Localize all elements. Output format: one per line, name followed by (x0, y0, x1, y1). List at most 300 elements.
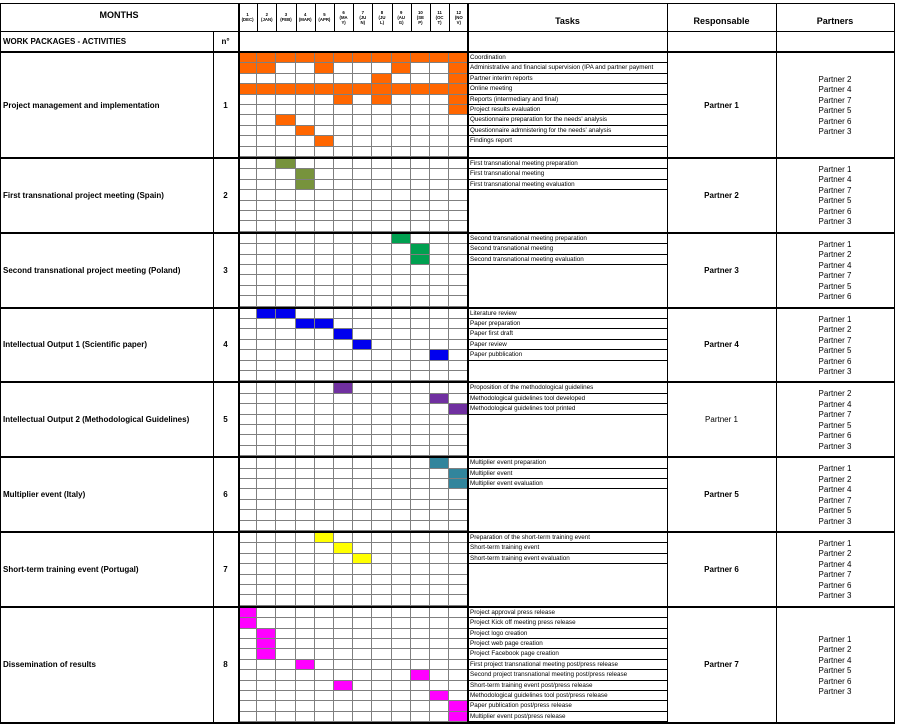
task-label: Project Facebook page creation (468, 649, 667, 659)
month-cell (353, 585, 372, 595)
wp-number: 5 (223, 415, 228, 425)
month-cell (238, 521, 257, 531)
month-cell (392, 221, 411, 231)
month-cell (257, 691, 276, 701)
activity-bar-cell (353, 53, 372, 63)
month-cell (449, 691, 468, 701)
month-cell (334, 126, 353, 136)
month-cell (296, 201, 315, 211)
month-cell (257, 190, 276, 200)
month-label: 4 (MAR) (298, 12, 312, 22)
month-cell (296, 211, 315, 221)
month-cell (353, 286, 372, 296)
month-cell (315, 74, 334, 84)
activity-bar-cell (257, 629, 276, 639)
task-label (468, 489, 667, 499)
month-cell (392, 126, 411, 136)
month-cell (334, 489, 353, 499)
month-cell (276, 489, 295, 499)
activity-bar-cell (449, 479, 468, 489)
partner-name: Partner 4 (818, 175, 852, 185)
month-cell (257, 446, 276, 456)
name-divider (213, 31, 214, 724)
month-label: 2 (JAN) (261, 12, 273, 22)
month-cell (276, 275, 295, 285)
month-cell (238, 190, 257, 200)
activity-bar-cell (334, 383, 353, 393)
month-label: 8 (JU L) (378, 9, 386, 25)
task-label: Paper review (468, 340, 667, 350)
partner-name: Partner 6 (818, 580, 852, 590)
month-cell (315, 564, 334, 574)
month-cell (334, 286, 353, 296)
month-cell (353, 296, 372, 306)
task-label: Second transnational meeting evaluation (468, 255, 667, 265)
month-cell (392, 510, 411, 520)
month-cell (411, 394, 430, 404)
month-cell (334, 404, 353, 414)
month-cell (372, 169, 391, 179)
month-cell (315, 435, 334, 445)
month-cell (334, 649, 353, 659)
month-cell (276, 435, 295, 445)
month-cell (315, 575, 334, 585)
month-cell (392, 458, 411, 468)
month-cell (238, 660, 257, 670)
activity-bar-cell (315, 84, 334, 94)
task-label (468, 221, 667, 231)
month-cell (334, 595, 353, 605)
month-cell (449, 543, 468, 553)
month-cell (334, 169, 353, 179)
month-cell (276, 169, 295, 179)
month-cell (296, 629, 315, 639)
activity-bar-cell (334, 53, 353, 63)
month-cell (392, 469, 411, 479)
month-cell (276, 543, 295, 553)
month-cell (315, 169, 334, 179)
responsible-partner: Partner 7 (704, 660, 739, 670)
task-label (468, 415, 667, 425)
month-cell (315, 701, 334, 711)
wp-name: Multiplier event (Italy) (3, 490, 86, 500)
month-cell (411, 415, 430, 425)
month-cell (334, 446, 353, 456)
month-cell (411, 649, 430, 659)
month-cell (372, 425, 391, 435)
month-cell (238, 319, 257, 329)
partner-name: Partner 3 (818, 441, 852, 451)
month-cell (411, 712, 430, 722)
month-cell (296, 383, 315, 393)
month-cell (392, 394, 411, 404)
month-cell (276, 319, 295, 329)
month-cell (257, 415, 276, 425)
month-cell (276, 221, 295, 231)
month-cell (315, 309, 334, 319)
month-cell (276, 500, 295, 510)
task-label: Paper preparation (468, 319, 667, 329)
month-cell (449, 234, 468, 244)
task-label (468, 265, 667, 275)
month-cell (238, 435, 257, 445)
month-cell (276, 180, 295, 190)
activity-bar-cell (411, 670, 430, 680)
month-cell (238, 296, 257, 306)
month-cell (353, 319, 372, 329)
month-cell (296, 115, 315, 125)
month-cell (257, 585, 276, 595)
month-cell (392, 136, 411, 146)
month-cell (372, 660, 391, 670)
month-label: 1 (DEC) (241, 12, 254, 22)
month-cell (411, 595, 430, 605)
month-cell (449, 629, 468, 639)
partner-name: Partner 2 (818, 549, 852, 559)
month-cell (296, 701, 315, 711)
month-cell (238, 115, 257, 125)
month-cell (296, 510, 315, 520)
month-cell (315, 201, 334, 211)
month-cell (238, 446, 257, 456)
month-cell (276, 425, 295, 435)
month-cell (257, 479, 276, 489)
task-label (468, 435, 667, 445)
month-cell (411, 564, 430, 574)
responsible-header: Responsable (693, 16, 750, 26)
activity-bar-cell (372, 84, 391, 94)
month-cell (257, 329, 276, 339)
month-cell (257, 404, 276, 414)
month-cell (392, 446, 411, 456)
month-cell (372, 500, 391, 510)
month-cell (257, 575, 276, 585)
partner-name: Partner 3 (818, 367, 852, 376)
month-cell (353, 383, 372, 393)
month-cell (449, 371, 468, 381)
task-label: Project approval press release (468, 608, 667, 618)
month-cell (315, 350, 334, 360)
task-label: Multiplier event evaluation (468, 479, 667, 489)
month-cell (238, 681, 257, 691)
month-cell (334, 105, 353, 115)
month-cell (392, 660, 411, 670)
month-cell (257, 510, 276, 520)
month-cell (257, 159, 276, 169)
task-label: Methodological guidelines tool developed (468, 394, 667, 404)
month-cell (430, 126, 449, 136)
month-cell (372, 201, 391, 211)
month-cell (257, 95, 276, 105)
month-cell (430, 234, 449, 244)
month-cell (392, 286, 411, 296)
month-cell (276, 95, 295, 105)
month-cell (296, 681, 315, 691)
month-cell (372, 147, 391, 157)
month-cell (411, 136, 430, 146)
month-cell (449, 446, 468, 456)
month-cell (411, 309, 430, 319)
month-cell (296, 265, 315, 275)
month-cell (238, 265, 257, 275)
month-cell (372, 681, 391, 691)
month-cell (353, 564, 372, 574)
month-cell (334, 554, 353, 564)
month-cell (353, 190, 372, 200)
block-divider (0, 456, 895, 458)
month-cell (430, 701, 449, 711)
month-cell (353, 489, 372, 499)
month-cell (353, 712, 372, 722)
month-cell (296, 255, 315, 265)
month-cell (296, 95, 315, 105)
partner-name: Partner 6 (818, 206, 852, 216)
month-cell (315, 489, 334, 499)
month-cell (315, 211, 334, 221)
month-cell (315, 234, 334, 244)
month-cell (276, 147, 295, 157)
month-cell (315, 521, 334, 531)
partner-name: Partner 2 (818, 389, 852, 399)
month-cell (238, 701, 257, 711)
month-cell (449, 415, 468, 425)
month-cell (430, 469, 449, 479)
month-cell (238, 234, 257, 244)
task-label: Second transnational meeting preparation (468, 234, 667, 244)
task-label: Short-term training event (468, 543, 667, 553)
responsible-divider (667, 3, 668, 724)
month-cell (372, 521, 391, 531)
month-cell (430, 639, 449, 649)
month-cell (392, 265, 411, 275)
month-cell (430, 681, 449, 691)
wp-number: 3 (223, 265, 228, 275)
wp-name: Intellectual Output 1 (Scientific paper) (3, 340, 148, 350)
month-cell (257, 618, 276, 628)
activity-bar-cell (449, 53, 468, 63)
activity-bar-cell (315, 53, 334, 63)
wp-name: Intellectual Output 2 (Methodological Guidelines) (3, 415, 190, 425)
month-cell (238, 371, 257, 381)
month-cell (276, 350, 295, 360)
month-cell (238, 340, 257, 350)
partner-name: Partner 4 (818, 559, 852, 569)
month-cell (392, 533, 411, 543)
month-cell (430, 180, 449, 190)
month-cell (430, 286, 449, 296)
task-label: Methodological guidelines tool post/press release (468, 691, 667, 701)
month-cell (296, 74, 315, 84)
activity-bar-cell (449, 712, 468, 722)
task-label (468, 595, 667, 605)
task-label: Administrative and financial supervision (IPA and partner payment (468, 63, 667, 73)
month-cell (392, 255, 411, 265)
month-cell (411, 543, 430, 553)
task-label: First project transnational meeting post/press release (468, 660, 667, 670)
month-cell (392, 296, 411, 306)
month-label: 9 (AU G) (397, 9, 405, 25)
month-cell (392, 275, 411, 285)
task-label: Paper pubblication (468, 350, 667, 360)
month-cell (315, 296, 334, 306)
month-cell (411, 533, 430, 543)
month-cell (449, 136, 468, 146)
month-cell (296, 296, 315, 306)
table-border-top (0, 3, 895, 4)
partner-name: Partner 5 (818, 346, 852, 355)
month-cell (411, 115, 430, 125)
responsible-partner: Partner 6 (704, 564, 739, 574)
month-cell (449, 221, 468, 231)
activity-bar-cell (353, 84, 372, 94)
month-cell (238, 275, 257, 285)
month-cell (392, 691, 411, 701)
month-cell (392, 180, 411, 190)
month-cell (411, 691, 430, 701)
month-cell (449, 286, 468, 296)
task-label (468, 446, 667, 456)
partner-name: Partner 5 (818, 666, 852, 675)
activity-bar-cell (449, 63, 468, 73)
month-cell (257, 255, 276, 265)
month-cell (392, 309, 411, 319)
month-cell (257, 469, 276, 479)
month-header-divider (334, 3, 335, 31)
month-cell (315, 554, 334, 564)
month-cell (372, 639, 391, 649)
month-cell (238, 425, 257, 435)
partner-name: Partner 1 (818, 538, 852, 548)
month-cell (276, 329, 295, 339)
month-cell (257, 234, 276, 244)
month-cell (411, 554, 430, 564)
month-cell (276, 670, 295, 680)
month-cell (296, 458, 315, 468)
month-cell (430, 425, 449, 435)
month-cell (296, 244, 315, 254)
month-cell (238, 169, 257, 179)
month-cell (430, 585, 449, 595)
task-label (468, 275, 667, 285)
task-label: Short-term training event post/press release (468, 681, 667, 691)
wp-name: Project management and implementation (3, 100, 160, 110)
month-cell (315, 446, 334, 456)
month-cell (257, 425, 276, 435)
month-cell (296, 435, 315, 445)
activity-bar-cell (296, 319, 315, 329)
month-cell (296, 329, 315, 339)
month-cell (296, 404, 315, 414)
month-cell (430, 74, 449, 84)
partner-name: Partner 5 (818, 196, 852, 206)
month-cell (392, 521, 411, 531)
month-cell (276, 244, 295, 254)
month-cell (449, 608, 468, 618)
month-cell (296, 63, 315, 73)
month-cell (430, 201, 449, 211)
month-cell (411, 660, 430, 670)
month-cell (276, 585, 295, 595)
month-cell (449, 458, 468, 468)
month-cell (449, 649, 468, 659)
task-label: Coordination (468, 53, 667, 63)
month-cell (238, 180, 257, 190)
month-cell (276, 211, 295, 221)
month-cell (430, 361, 449, 371)
month-cell (449, 309, 468, 319)
month-cell (276, 660, 295, 670)
month-cell (411, 147, 430, 157)
activity-bar-cell (238, 618, 257, 628)
month-cell (276, 394, 295, 404)
month-cell (296, 394, 315, 404)
month-cell (372, 159, 391, 169)
month-cell (276, 201, 295, 211)
month-cell (257, 489, 276, 499)
month-cell (315, 404, 334, 414)
month-cell (449, 329, 468, 339)
month-cell (315, 383, 334, 393)
month-cell (392, 543, 411, 553)
month-cell (353, 660, 372, 670)
month-cell (392, 618, 411, 628)
month-cell (315, 479, 334, 489)
activity-bar-cell (315, 63, 334, 73)
month-cell (296, 608, 315, 618)
month-cell (353, 275, 372, 285)
month-cell (334, 115, 353, 125)
month-cell (296, 543, 315, 553)
month-cell (296, 554, 315, 564)
month-cell (334, 221, 353, 231)
month-cell (276, 510, 295, 520)
activity-bar-cell (276, 309, 295, 319)
activity-bar-cell (257, 649, 276, 659)
month-cell (392, 575, 411, 585)
month-cell (392, 595, 411, 605)
month-cell (372, 190, 391, 200)
month-cell (353, 618, 372, 628)
month-cell (411, 701, 430, 711)
month-cell (238, 361, 257, 371)
month-cell (353, 63, 372, 73)
month-cell (238, 74, 257, 84)
month-cell (334, 255, 353, 265)
task-label (468, 521, 667, 531)
month-cell (353, 350, 372, 360)
month-cell (353, 169, 372, 179)
task-label: Findings report (468, 136, 667, 146)
month-cell (334, 136, 353, 146)
month-cell (257, 126, 276, 136)
month-cell (296, 446, 315, 456)
task-label: Preparation of the short-term training event (468, 533, 667, 543)
month-cell (238, 394, 257, 404)
month-cell (334, 201, 353, 211)
month-cell (372, 670, 391, 680)
month-cell (334, 660, 353, 670)
month-cell (430, 329, 449, 339)
activity-bar-cell (430, 350, 449, 360)
month-cell (353, 255, 372, 265)
month-cell (353, 329, 372, 339)
task-label: Second project transnational meeting post/press release (468, 670, 667, 680)
month-cell (411, 201, 430, 211)
month-cell (315, 660, 334, 670)
partner-name: Partner 6 (818, 676, 852, 686)
block-divider (0, 606, 895, 608)
wp-number: 7 (223, 564, 228, 574)
